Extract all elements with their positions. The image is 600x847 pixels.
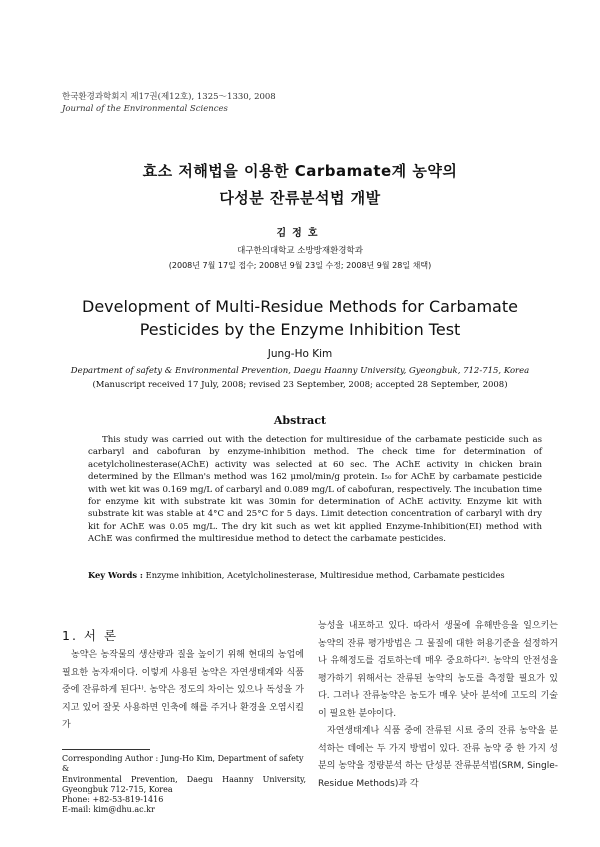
journal-header	[62, 91, 276, 115]
footnote-email: E-mail: kim@dhu.ac.kr	[62, 805, 155, 815]
keywords-label: Key Words :	[88, 570, 143, 580]
body-right-column	[318, 618, 558, 793]
english-dates: (Manuscript received 17 July, 2008; revised 23 September, 2008; accepted 28 September, 2008)	[92, 380, 508, 390]
abstract-text: This study was carried out with the detection for multiresidue of the carbamate pesticide such as carbaryl and cabofuran by enzyme-inhibition method. The check time for determination of acetylcholinesterase(AChE) activity was selected at 60 sec. The AChE activity in chicken brain determined by the Ellman's method was 162 μmol/min/g protein. I₅₀ for AChE by carbamate pesticide with wet kit was 0.169 mg/L of carbaryl and 0.089 mg/L of cabofuran, respectively. The incubation time for enzyme kit with substrate kit was 30min for determination of AChE activity. Enzyme kit with substrate kit was stable at 4°C and 25°C for 5 days. Limit detection concentration of carbaryl with dry kit for AChE was 0.05 mg/L. The dry kit such as wet kit applied Enzyme-Inhibition(EI) method with AChE was confirmed the multiresidue method to detect the carbamate pesticides.	[88, 435, 542, 545]
corresponding-author-footnote	[62, 754, 306, 816]
footnote-rule	[62, 749, 150, 750]
abstract-heading: Abstract	[273, 414, 327, 427]
body-paragraph: 능성을 내포하고 있다. 따라서 생물에 유해반응을 일으키는 농약의 잔류 평가방법은 그 물질에 대한 허용기준을 설정하거나 유해정도를 검토하는데 매우 중요하다²⁾. 농약의 안전성을 평가하기 위해서는 잔류된 농약의 농도를 측정할 필요가 있다. 그러나 잔류농약은 농도가 매우 낮아 분석에 고도의 기술이 필요한 분야이다.	[318, 621, 558, 719]
korean-affiliation: 대구한의대학교 소방방재환경학과	[237, 246, 363, 256]
body-paragraph: 자연생태계나 식품 중에 잔류된 시료 중의 잔류 농약을 분석하는 데에는 두 가지 방법이 있다. 잔류 농약 중 한 가지 성분의 농약을 정량분석 하는 단성분 잔류분석법(SRM, Single-Residue Methods)과 각	[318, 726, 558, 789]
citation-line: 한국환경과학회지 제17권(제12호), 1325～1330, 2008	[62, 92, 276, 102]
english-author: Jung-Ho Kim	[267, 348, 333, 360]
keywords	[88, 570, 548, 580]
footnote-line: Environmental Prevention, Daegu Haanny University,	[62, 774, 306, 784]
english-affiliation: Department of safety & Environmental Prevention, Daegu Haanny University, Gyeongbuk, 712-715, Korea	[70, 366, 530, 376]
korean-dates: (2008년 7월 17일 접수; 2008년 9월 23일 수정; 2008년 9월 28일 채택)	[168, 261, 432, 270]
footnote-line: Corresponding Author : Jung-Ho Kim, Department of safety &	[62, 754, 304, 774]
footnote-line: Gyeongbuk 712-715, Korea	[62, 784, 173, 794]
body-left-column: 농약은 농작물의 생산량과 질을 높이기 위해 현대의 농업에 필요한 농자재이다. 이렇게 사용된 농약은 자연생태계와 식품 중에 잔류하게 된다¹⁾. 농약은 정도의 차이는 있으나 독성을 가지고 있어 잘못 사용하면 인축에 해를 주거나 환경을 오염시킬 가	[62, 650, 304, 730]
english-title-line1: Development of Multi-Residue Methods for Carbamate	[82, 297, 518, 316]
journal-name: Journal of the Environmental Sciences	[62, 104, 228, 114]
footnote-phone: Phone: +82-53-819-1416	[62, 795, 164, 805]
section-heading: 1. 서 론	[62, 628, 119, 643]
english-title-line2: Pesticides by the Enzyme Inhibition Test	[139, 320, 461, 339]
keywords-text: Enzyme inhibition, Acetylcholinesterase, Multiresidue method, Carbamate pesticides	[143, 570, 505, 580]
korean-author: 김정호	[276, 228, 324, 239]
korean-title-line1: 효소 저해법을 이용한 Carbamate계 농약의	[142, 162, 458, 180]
korean-title-line2: 다성분 잔류분석법 개발	[219, 189, 381, 207]
